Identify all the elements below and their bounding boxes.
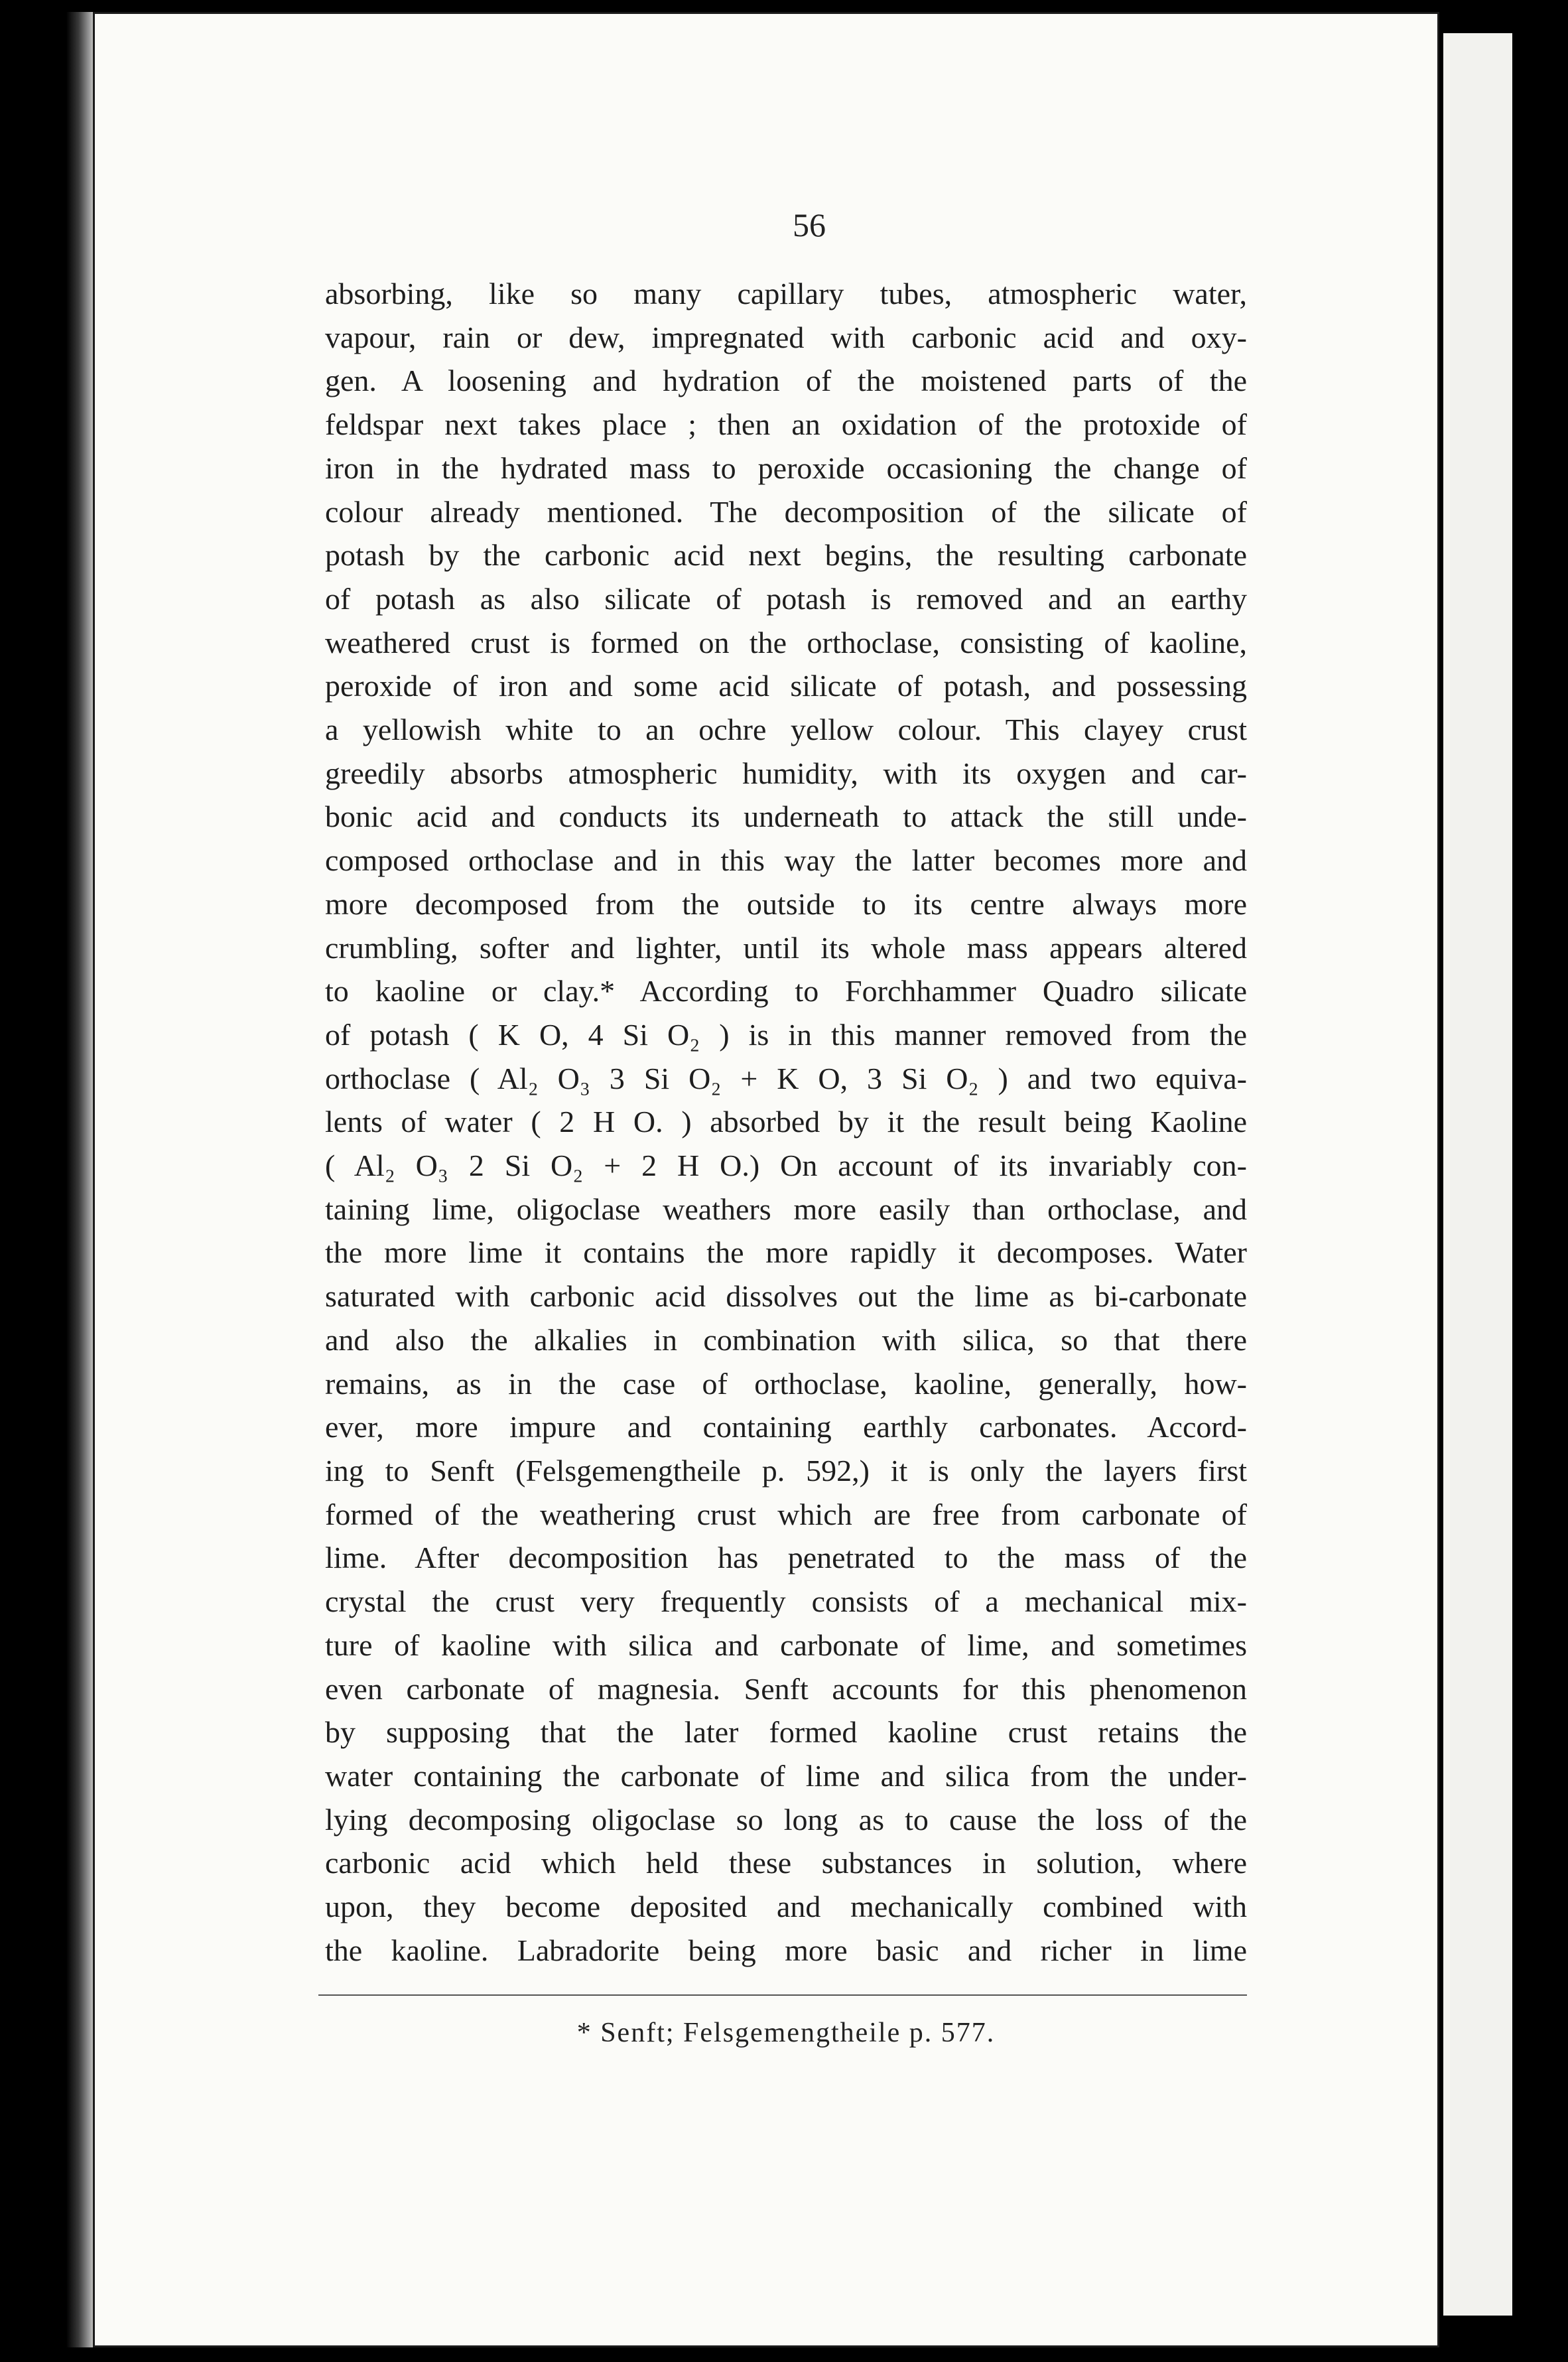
footnote: * Senft; Felsgemengtheile p. 577. [576,2018,996,2048]
text-line: by supposing that the later formed kaoline crust retains the [325,1715,1247,1750]
adjacent-page-edge [1439,33,1512,2316]
text-line: taining lime, oligoclase weathers more easily than orthoclase, and [325,1192,1247,1226]
text-line: crumbling, softer and lighter, until its whole mass appears altered [325,930,1247,965]
text-line: lying decomposing oligoclase so long as to cause the loss of the [325,1802,1247,1837]
text-line: ing to Senft (Felsgemengtheile p. 592,) it is only the layers first [325,1453,1247,1488]
text-line: to kaoline or clay.* According to Forchhammer Quadro silicate [325,974,1247,1008]
text-line: of potash ( K O, 4 Si O₂ ) is in this manner removed from the [325,1017,1247,1052]
text-line: upon, they become deposited and mechanically combined with [325,1890,1247,1924]
text-line: absorbing, like so many capillary tubes, atmospheric water, [325,277,1247,311]
text-line: formed of the weathering crust which are free from carbonate of [325,1497,1247,1531]
text-line: water containing the carbonate of lime and silica from the under- [325,1758,1247,1793]
text-line: peroxide of iron and some acid silicate of potash, and possessing [325,669,1247,703]
text-line: remains, as in the case of orthoclase, kaoline, generally, how- [325,1366,1247,1401]
text-line: carbonic acid which held these substances in solution, where [325,1846,1247,1880]
body-text [325,272,1247,1972]
page-number: 56 [793,206,826,243]
text-line: and also the alkalies in combination with silica, so that there [325,1322,1247,1357]
footnote-rule [318,1994,1247,1996]
text-line: crystal the crust very frequently consists of a mechanical mix- [325,1584,1247,1619]
text-line: lime. After decomposition has penetrated to the mass of the [325,1541,1247,1575]
text-line: ture of kaoline with silica and carbonate of lime, and sometimes [325,1628,1247,1662]
text-line: saturated with carbonic acid dissolves out the lime as bi-carbonate [325,1279,1247,1314]
text-line: the kaoline. Labradorite being more basic and richer in lime [325,1933,1247,1967]
text-line: even carbonate of magnesia. Senft accounts for this phenomenon [325,1671,1247,1706]
text-line: potash by the carbonic acid next begins, the resulting carbonate [325,538,1247,573]
text-line: colour already mentioned. The decomposition of the silicate of [325,494,1247,529]
text-line: iron in the hydrated mass to peroxide occasioning the change of [325,451,1247,485]
text-line: greedily absorbs atmospheric humidity, with its oxygen and car- [325,756,1247,790]
text-line: orthoclase ( Al₂ O₃ 3 Si O₂ + K O, 3 Si O₂ ) and two equiva- [325,1061,1247,1095]
text-line: gen. A loosening and hydration of the moistened parts of the [325,364,1247,398]
text-line: ever, more impure and containing earthly carbonates. Accord- [325,1410,1247,1444]
text-line: composed orthoclase and in this way the latter becomes more and [325,843,1247,878]
text-line: the more lime it contains the more rapidly it decomposes. Water [325,1235,1247,1270]
text-line: weathered crust is formed on the orthoclase, consisting of kaoline, [325,625,1247,660]
text-line: bonic acid and conducts its underneath to attack the still unde- [325,799,1247,834]
text-line: feldspar next takes place ; then an oxidation of the protoxide of [325,407,1247,442]
text-line: lents of water ( 2 H O. ) absorbed by it the result being Kaoline [325,1105,1247,1139]
text-line: a yellowish white to an ochre yellow colour. This clayey crust [325,713,1247,747]
text-line: of potash as also silicate of potash is removed and an earthy [325,581,1247,616]
text-line: vapour, rain or dew, impregnated with carbonic acid and oxy- [325,320,1247,354]
text-line: ( Al₂ O₃ 2 Si O₂ + 2 H O.) On account of its invariably con- [325,1148,1247,1183]
text-line: more decomposed from the outside to its centre always more [325,886,1247,921]
